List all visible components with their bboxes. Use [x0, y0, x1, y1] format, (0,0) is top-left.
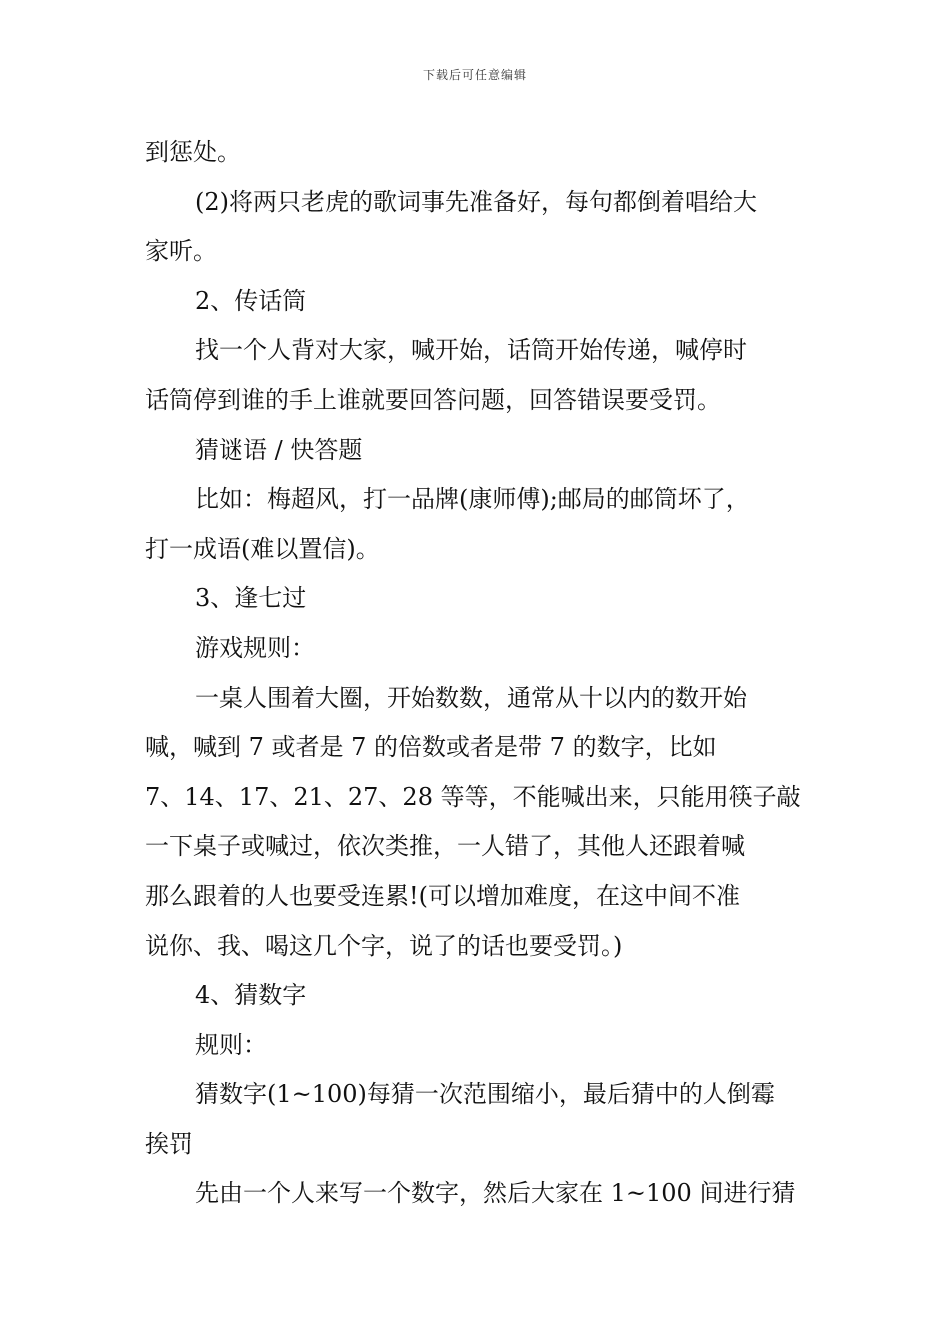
- paragraph-line: 比如：梅超风，打一品牌(康师傅);邮局的邮筒坏了，: [195, 485, 750, 514]
- paragraph-line: 一桌人围着大圈，开始数数，通常从十以内的数开始: [195, 683, 747, 712]
- subsection-heading: 规则：: [195, 1030, 267, 1059]
- document-body: [145, 128, 810, 1219]
- paragraph-line: (2)将两只老虎的歌词事先准备好，每句都倒着唱给大: [195, 187, 757, 216]
- paragraph-line: 打一成语(难以置信)。: [145, 534, 380, 563]
- paragraph-line: 先由一个人来写一个数字，然后大家在 1~100 间进行猜: [195, 1179, 796, 1208]
- paragraph-line: 猜数字(1~100)每猜一次范围缩小，最后猜中的人倒霉: [195, 1080, 775, 1109]
- subsection-heading: 游戏规则：: [195, 633, 315, 662]
- paragraph-line: 喊，喊到 7 或者是 7 的倍数或者是带 7 的数字，比如: [145, 733, 717, 762]
- paragraph-line: 7、14、17、21、27、28 等等，不能喊出来，只能用筷子敲: [145, 782, 801, 811]
- paragraph-line: 一下桌子或喊过，依次类推，一人错了，其他人还跟着喊: [145, 832, 745, 861]
- paragraph-line: 话筒停到谁的手上谁就要回答问题，回答错误要受罚。: [145, 385, 721, 414]
- page-header: 下载后可任意编辑: [422, 68, 527, 82]
- section-heading: 4、猜数字: [195, 981, 307, 1010]
- paragraph-line: 那么跟着的人也要受连累!(可以增加难度，在这中间不准: [145, 881, 741, 910]
- paragraph-line: 挨罚: [145, 1129, 193, 1158]
- paragraph-line: 找一个人背对大家，喊开始，话筒开始传递，喊停时: [195, 336, 747, 365]
- section-heading: 2、传话筒: [195, 286, 307, 315]
- paragraph-line: 到惩处。: [145, 138, 241, 166]
- paragraph-line: 说你、我、喝这几个字，说了的话也要受罚。): [145, 931, 623, 960]
- section-heading: 3、逢七过: [195, 584, 307, 613]
- paragraph-line: 家听。: [145, 237, 217, 266]
- subsection-heading: 猜谜语 / 快答题: [195, 435, 363, 464]
